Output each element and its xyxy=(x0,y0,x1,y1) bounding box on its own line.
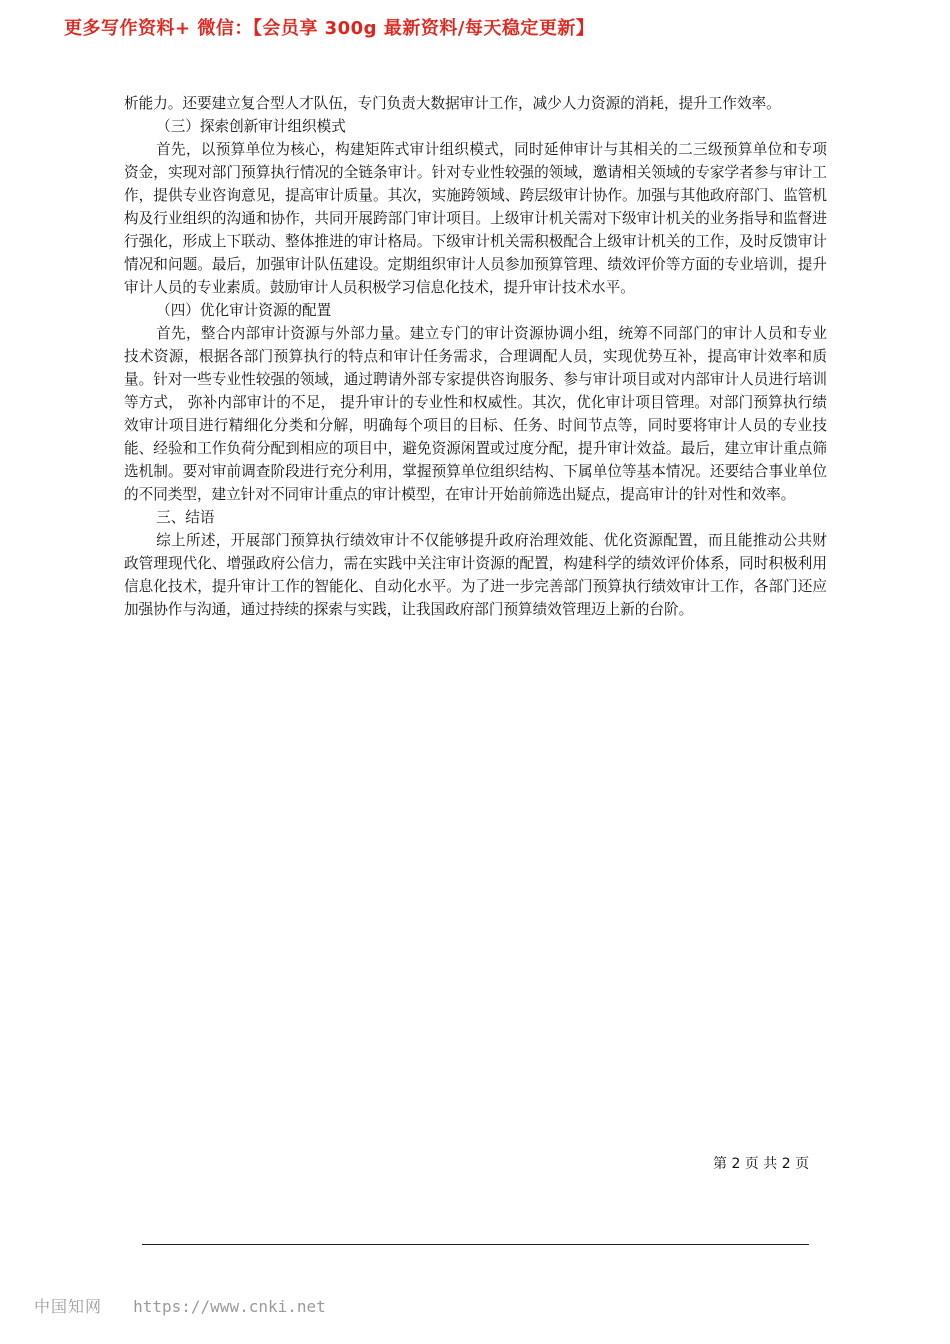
promo-banner: 更多写作资料+ 微信：【会员享 300g 最新资料/每天稳定更新】 xyxy=(64,18,595,39)
section-heading-4: （四）优化审计资源的配置 xyxy=(156,302,332,319)
paragraph: 析能力。还要建立复合型人才队伍，专门负责大数据审计工作，减少人力资源的消耗，提升工作效率。 xyxy=(124,95,781,112)
article-body xyxy=(124,92,827,621)
paragraph: 首先，以预算单位为核心，构建矩阵式审计组织模式，同时延伸审计与其相关的二三级预算单位和专项资金，实现对部门预算执行情况的全链条审计。针对专业性较强的领域，邀请相关领域的专家学者参与审计工作，提供专业咨询意见，提高审计质量。其次，实施跨领域、跨层级审计协作。加强与其他政府部门、监管机构及行业组织的沟通和协作，共同开展跨部门审计项目。上级审计机关需对下级审计机关的业务指导和监督进行强化，形成上下联动、整体推进的审计格局。下级审计机关需积极配合上级审计机关的工作，及时反馈审计情况和问题。最后，加强审计队伍建设。定期组织审计人员参加预算管理、绩效评价等方面的专业培训，提升审计人员的专业素质。鼓励审计人员积极学习信息化技术，提升审计技术水平。 xyxy=(124,141,827,296)
footer-divider xyxy=(142,1244,809,1245)
cnki-logo: 中国知网 xyxy=(34,1297,103,1316)
paragraph: 首先，整合内部审计资源与外部力量。建立专门的审计资源协调小组，统筹不同部门的审计人员和专业技术资源，根据各部门预算执行的特点和审计任务需求，合理调配人员，实现优势互补，提高审计效率和质量。针对一些专业性较强的领域，通过聘请外部专家提供咨询服务、参与审计项目或对内部审计人员进行培训等方式， 弥补内部审计的不足， 提升审计的专业性和权威性。其次，优化审计项目管理。对部门预算执行绩效审计项目进行精细化分类和分解，明确每个项目的目标、任务、时间节点等，同时要将审计人员的专业技能、经验和工作负荷分配到相应的项目中，避免资源闲置或过度分配，提升审计效益。最后，建立审计重点筛选机制。要对审前调查阶段进行充分利用，掌握预算单位组织结构、下属单位等基本情况。还要结合事业单位的不同类型，建立针对不同审计重点的审计模型，在审计开始前筛选出疑点，提高审计的针对性和效率。 xyxy=(124,325,827,503)
footer-watermark xyxy=(34,1294,326,1317)
section-heading-3: （三）探索创新审计组织模式 xyxy=(156,118,346,135)
paragraph: 综上所述，开展部门预算执行绩效审计不仅能够提升政府治理效能、优化资源配置，而且能推动公共财政管理现代化、增强政府公信力，需在实践中关注审计资源的配置，构建科学的绩效评价体系，同时积极利用信息化技术，提升审计工作的智能化、自动化水平。为了进一步完善部门预算执行绩效审计工作，各部门还应加强协作与沟通，通过持续的探索与实践，让我国政府部门预算绩效管理迈上新的台阶。 xyxy=(124,532,827,618)
cnki-url[interactable]: https://www.cnki.net xyxy=(133,1297,326,1316)
page-number: 第 2 页 共 2 页 xyxy=(713,1156,810,1172)
conclusion-heading: 三、结语 xyxy=(156,509,215,526)
